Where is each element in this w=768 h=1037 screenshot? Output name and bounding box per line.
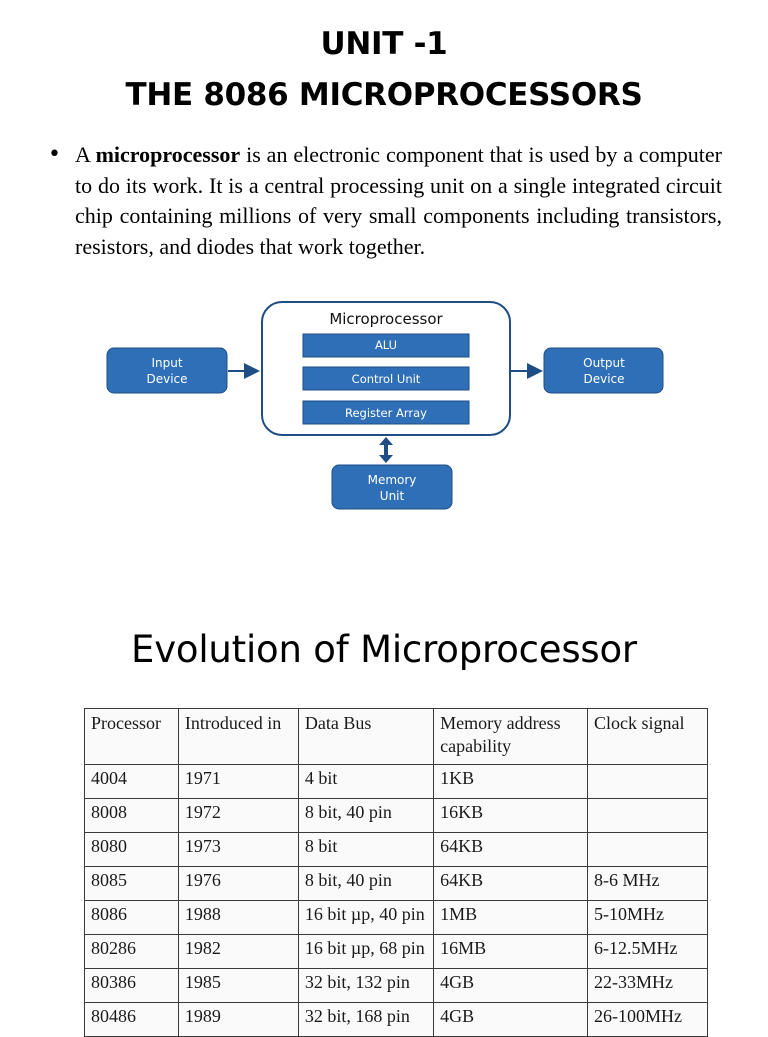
table-row [85,799,708,833]
table-row [85,901,708,935]
chapter-title: THE 8086 MICROPROCESSORS [125,77,643,113]
cell-processor: 8080 [85,833,179,867]
alu-label: ALU [374,338,398,352]
cell-clock: 6-12.5MHz [587,935,707,969]
cell-data-bus: 8 bit, 40 pin [298,867,433,901]
intro-text: is an electronic component that is used by a computer to do its work. It is a central processing unit on a single integrated circuit chip containing millions of very small components including transistors, resistors, and diodes that work together. [75,142,722,259]
cell-clock: 22-33MHz [587,969,707,1003]
cell-year: 1973 [178,833,298,867]
cell-clock [587,833,707,867]
cell-clock: 5-10MHz [587,901,707,935]
evolution-table [84,708,708,1037]
cell-data-bus: 16 bit µp, 68 pin [298,935,433,969]
cell-processor: 8085 [85,867,179,901]
cell-processor: 8086 [85,901,179,935]
table-row [85,969,708,1003]
microprocessor-label: Microprocessor [329,310,443,328]
input-device-box [107,348,227,393]
output-device-label-2: Device [583,372,625,386]
header-clock: Clock signal [587,709,707,765]
cell-memory: 16MB [434,935,588,969]
cell-data-bus: 32 bit, 168 pin [298,1003,433,1037]
cell-data-bus: 32 bit, 132 pin [298,969,433,1003]
control-unit-label: Control Unit [351,372,421,386]
cell-data-bus: 16 bit µp, 40 pin [298,901,433,935]
cell-year: 1989 [178,1003,298,1037]
cell-processor: 80286 [85,935,179,969]
cell-year: 1988 [178,901,298,935]
cell-memory: 1MB [434,901,588,935]
table-row [85,765,708,799]
cell-data-bus: 8 bit, 40 pin [298,799,433,833]
microprocessor-block-diagram [100,300,670,515]
table-header-row [85,709,708,765]
intro-term: microprocessor [95,142,241,167]
cell-clock [587,765,707,799]
table-row [85,935,708,969]
cell-processor: 80486 [85,1003,179,1037]
intro-lead: A [75,142,96,167]
cell-data-bus: 8 bit [298,833,433,867]
cell-memory: 64KB [434,867,588,901]
unit-title: UNIT -1 [320,26,448,62]
input-device-label-1: Input [151,356,183,370]
cell-memory: 64KB [434,833,588,867]
cell-processor: 80386 [85,969,179,1003]
cell-data-bus: 4 bit [298,765,433,799]
cell-processor: 8008 [85,799,179,833]
cell-memory: 4GB [434,1003,588,1037]
header-memory [434,709,588,765]
bullet-marker: • [48,142,61,167]
header-introduced: Introduced in [178,709,298,765]
cell-processor: 4004 [85,765,179,799]
input-device-label-2: Device [146,372,188,386]
table-row [85,833,708,867]
table-row [85,867,708,901]
cell-clock [587,799,707,833]
output-device-box [544,348,663,393]
output-device-label-1: Output [583,356,625,370]
register-array-label: Register Array [345,406,427,420]
cell-clock: 26-100MHz [587,1003,707,1037]
header-data-bus: Data Bus [298,709,433,765]
memory-unit-label-2: Unit [379,489,405,503]
cell-memory: 16KB [434,799,588,833]
memory-bus-arrow [379,437,393,463]
cell-year: 1982 [178,935,298,969]
cell-year: 1976 [178,867,298,901]
table-row [85,1003,708,1037]
cell-clock: 8-6 MHz [587,867,707,901]
header-processor: Processor [85,709,179,765]
memory-unit-label-1: Memory [367,473,417,487]
cell-year: 1971 [178,765,298,799]
cell-year: 1972 [178,799,298,833]
cell-year: 1985 [178,969,298,1003]
section-heading: Evolution of Microprocessor [131,628,637,671]
cell-memory: 1KB [434,765,588,799]
header-memory-label: Memory address capability [440,713,561,756]
cell-memory: 4GB [434,969,588,1003]
intro-paragraph [75,140,722,262]
